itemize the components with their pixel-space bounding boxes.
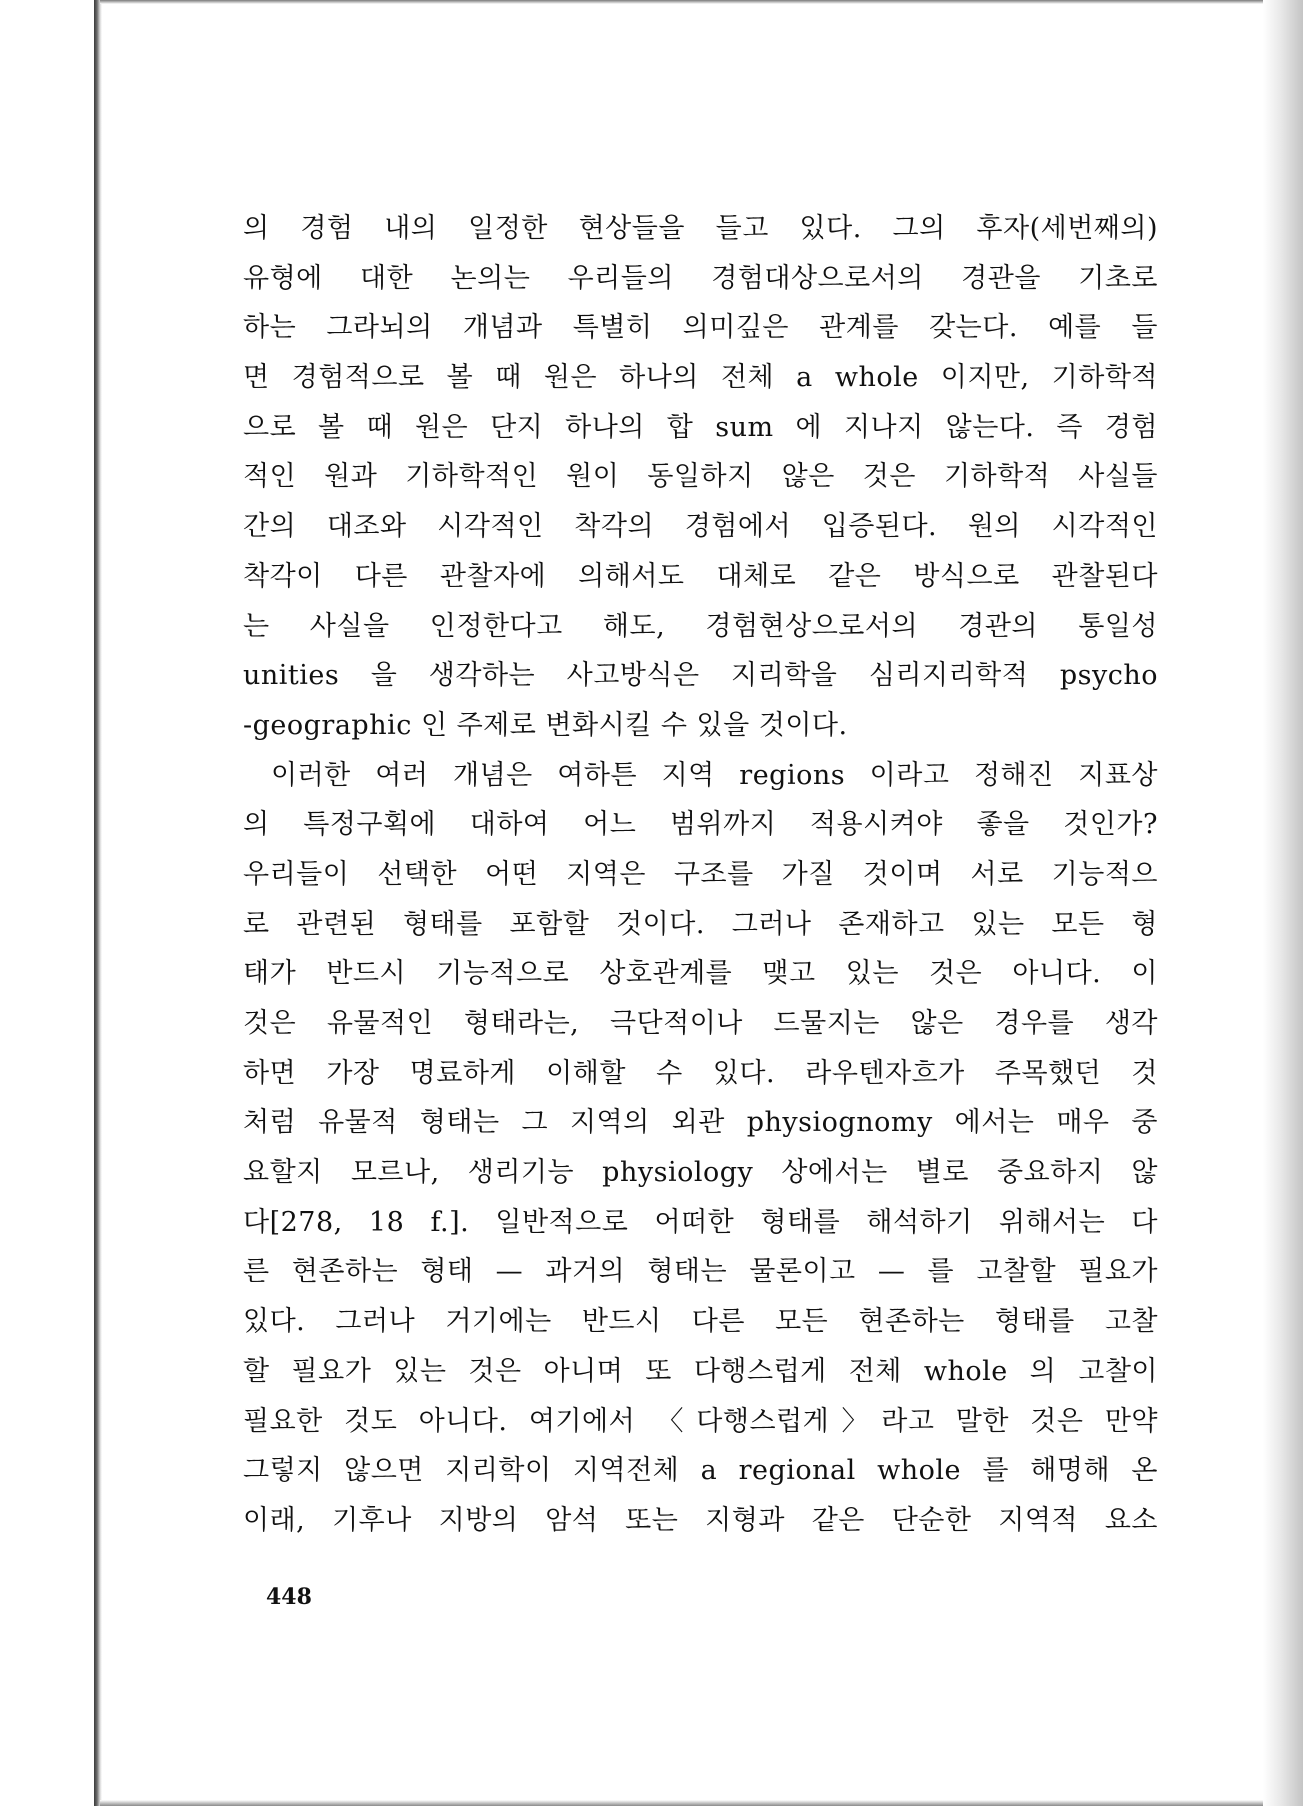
page-binding-edge [94,0,102,1806]
text-line: 하는 그라뇌의 개념과 특별히 의미깊은 관계를 갖는다. 예를 들 [243,312,1158,344]
text-line: 그렇지 않으면 지리학이 지역전체 a regional whole 를 해명해 온 [243,1455,1158,1487]
text-line: 하면 가장 명료하게 이해할 수 있다. 라우텐자흐가 주목했던 것 [243,1057,1158,1089]
text-line: 간의 대조와 시각적인 착각의 경험에서 입증된다. 원의 시각적인 [243,511,1158,543]
text-line: 것은 유물적인 형태라는, 극단적이나 드물지는 않은 경우를 생각 [243,1008,1158,1039]
text-line: 의 특정구획에 대하여 어느 범위까지 적용시켜야 좋을 것인가? [243,809,1158,841]
text-line: 이래, 기후나 지방의 암석 또는 지형과 같은 단순한 지역적 요소 [243,1504,1158,1536]
text-line: 으로 볼 때 원은 단지 하나의 합 sum 에 지나지 않는다. 즉 경험 [243,411,1158,443]
text-line: 다[278, 18 f.]. 일반적으로 어떠한 형태를 해석하기 위해서는 다 [243,1206,1158,1238]
text-line: 요할지 모르나, 생리기능 physiology 상에서는 별로 중요하지 않 [243,1157,1158,1189]
paragraph-1 [243,204,1158,751]
text-line: 태가 반드시 기능적으로 상호관계를 맺고 있는 것은 아니다. 이 [243,958,1158,990]
text-line: -geographic 인 주제로 변화시킬 수 있을 것이다. [243,709,848,741]
text-line: 면 경험적으로 볼 때 원은 하나의 전체 a whole 이지만, 기하학적 [243,362,1158,394]
text-line: 로 관련된 형태를 포함할 것이다. 그러나 존재하고 있는 모든 형 [243,908,1158,940]
page-right-shadow [1263,0,1303,1806]
text-line: unities 을 생각하는 사고방식은 지리학을 심리지리학적 psycho [243,660,1158,692]
body-text [243,204,1158,1546]
left-margin [0,0,94,1806]
text-line: 필요한 것도 아니다. 여기에서 〈다행스럽게〉라고 말한 것은 만약 [243,1405,1158,1437]
text-line: 이러한 여러 개념은 여하튼 지역 regions 이라고 정해진 지표상 [271,759,1158,791]
text-line: 착각이 다른 관찰자에 의해서도 대체로 같은 방식으로 관찰된다 [243,560,1158,592]
page-top-edge [100,0,1280,4]
text-line: 우리들이 선택한 어떤 지역은 구조를 가질 것이며 서로 기능적으 [243,858,1158,890]
text-line: 적인 원과 기하학적인 원이 동일하지 않은 것은 기하학적 사실들 [243,461,1158,493]
page-number: 448 [266,1584,312,1610]
text-line: 의 경험 내의 일정한 현상들을 들고 있다. 그의 후자(세번째의) [243,213,1158,244]
text-line: 는 사실을 인정한다고 해도, 경험현상으로서의 경관의 통일성 [243,610,1158,642]
text-line: 할 필요가 있는 것은 아니며 또 다행스럽게 전체 whole 의 고찰이 [243,1355,1158,1387]
text-line: 있다. 그러나 거기에는 반드시 다른 모든 현존하는 형태를 고찰 [243,1306,1158,1338]
text-line: 처럼 유물적 형태는 그 지역의 외관 physiognomy 에서는 매우 중 [243,1107,1158,1139]
paragraph-2 [243,751,1158,1546]
text-line: 른 현존하는 형태 — 과거의 형태는 물론이고 — 를 고찰할 필요가 [243,1256,1158,1288]
text-line: 유형에 대한 논의는 우리들의 경험대상으로서의 경관을 기초로 [243,262,1158,294]
page-bottom-edge [100,1800,1280,1806]
